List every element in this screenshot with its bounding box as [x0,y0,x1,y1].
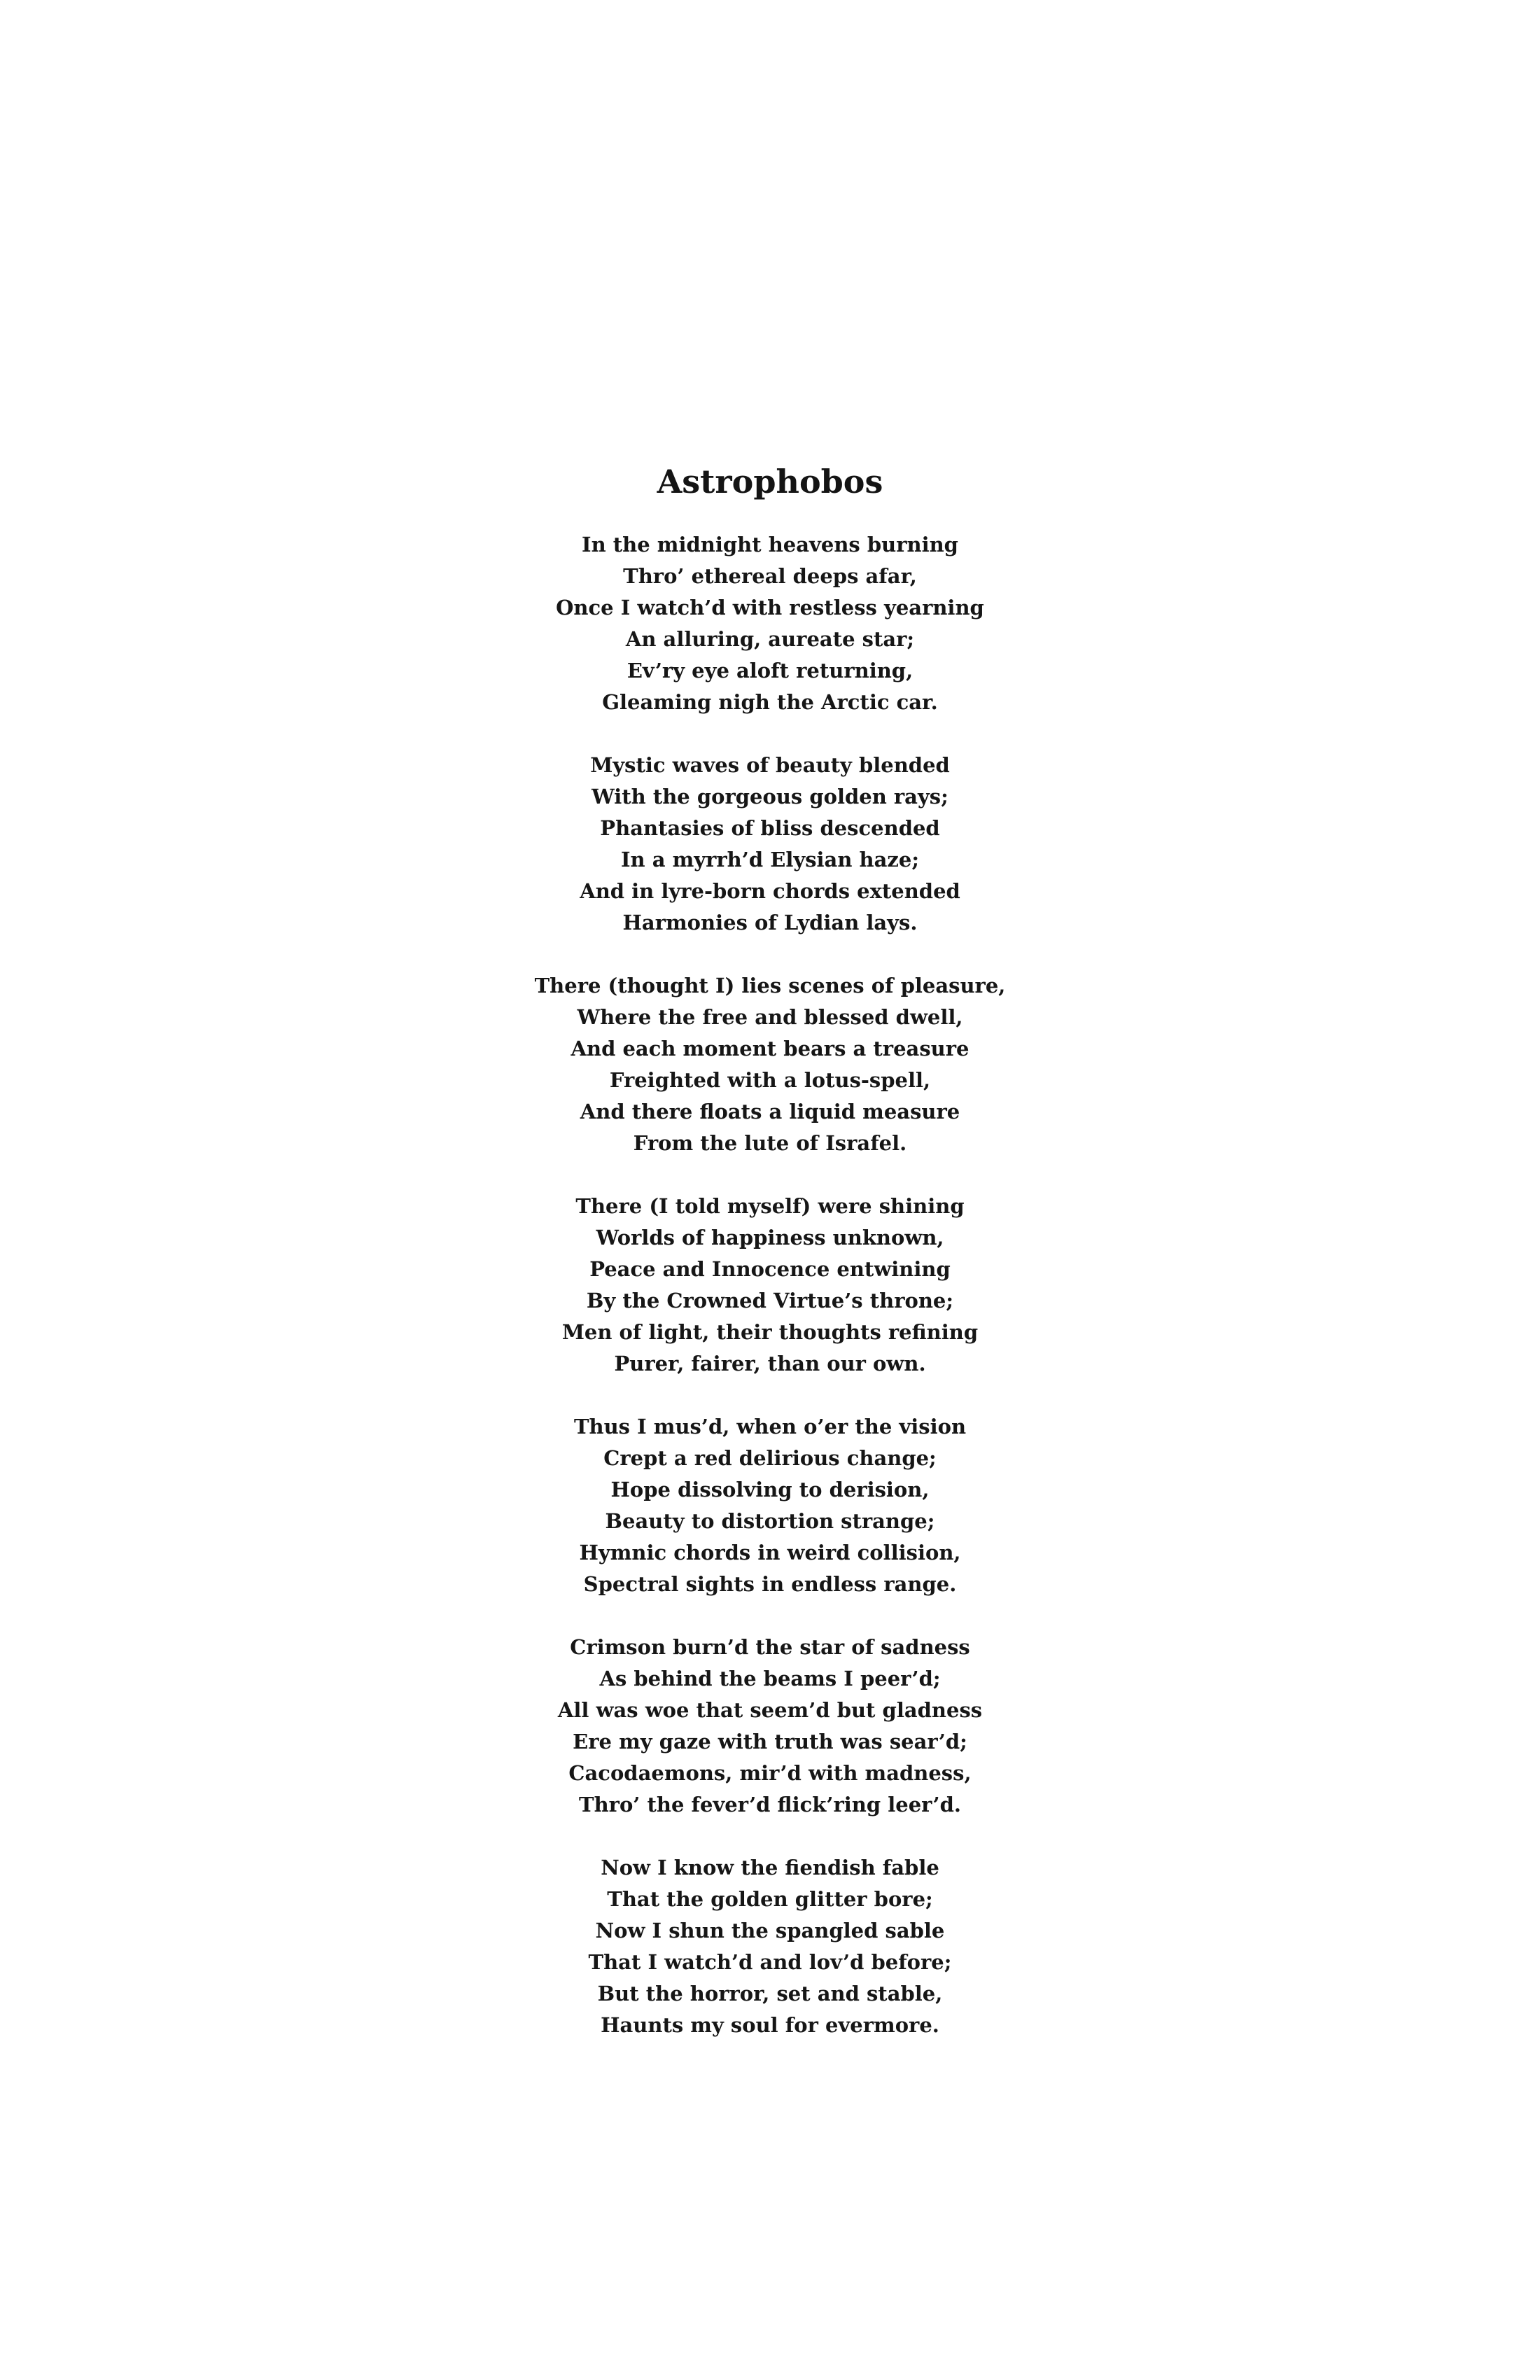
poem-line: Mystic waves of beauty blended [590,753,950,777]
poem-line: From the lute of Israfel. [633,1131,907,1155]
poem-title: Astrophobos [657,463,883,500]
stanza-2 [0,750,1540,939]
poem-line: Peace and Innocence entwining [589,1257,951,1281]
poem-line: Hymnic chords in weird collision, [579,1541,961,1564]
poem-line: In a myrrh’d Elysian haze; [620,848,920,872]
poem-line: Hope dissolving to derision, [610,1478,930,1502]
poem-line: An alluring, aureate star; [625,627,915,651]
poem-line: There (I told myself) were shining [575,1194,965,1218]
poem-line: Haunts my soul for evermore. [601,2013,939,2037]
poem-line: Thro’ ethereal deeps afar, [623,564,917,588]
poem-line: Harmonies of Lydian lays. [622,911,918,934]
stanza-3 [0,970,1540,1159]
poem-line: Gleaming nigh the Arctic car. [602,690,938,714]
poem-line: Cacodaemons, mir’d with madness, [568,1761,972,1785]
poem-line: In the midnight heavens burning [582,533,958,556]
stanza-7 [0,1852,1540,2041]
poem-line: Spectral sights in endless range. [583,1572,957,1596]
poem-line: And there floats a liquid measure [580,1100,960,1124]
poem-line: Freighted with a lotus-spell, [609,1068,931,1092]
poem-line: As behind the beams I peer’d; [599,1667,941,1690]
stanza-5 [0,1411,1540,1600]
poem-line: Now I shun the spangled sable [595,1919,945,1942]
poem-line: That I watch’d and lov’d before; [588,1950,952,1974]
poem-line: Beauty to distortion strange; [605,1509,935,1533]
poem-line: And each moment bears a treasure [570,1037,969,1060]
poem-line: Ev’ry eye aloft returning, [626,659,913,682]
poem-line: There (thought I) lies scenes of pleasure, [534,974,1006,997]
poem-line: Where the free and blessed dwell, [577,1005,963,1029]
poem-line: Crept a red delirious change; [603,1446,937,1470]
stanza-4 [0,1191,1540,1380]
poem-line: Thus I mus’d, when o’er the vision [573,1415,967,1438]
poem-line: Men of light, their thoughts refining [561,1320,979,1344]
poem-line: Purer, fairer, than our own. [614,1352,926,1376]
poem-line: Thro’ the fever’d flick’ring leer’d. [579,1793,961,1816]
poem-line: But the horror, set and stable, [597,1982,943,2005]
poem-body [0,529,1540,2073]
poem-line: Now I know the fiendish fable [601,1856,939,1879]
poem-line: Once I watch’d with restless yearning [556,596,984,620]
stanza-6 [0,1632,1540,1821]
poem-line: And in lyre-born chords extended [580,879,960,903]
poem-line: With the gorgeous golden rays; [592,785,948,808]
poem-line: By the Crowned Virtue’s throne; [586,1289,954,1312]
poem-line: All was woe that seem’d but gladness [557,1698,983,1722]
poem-line: Crimson burn’d the star of sadness [570,1635,970,1659]
poem-line: Ere my gaze with truth was sear’d; [573,1730,967,1754]
stanza-1 [0,529,1540,718]
poem-line: Worlds of happiness unknown, [596,1226,944,1250]
poem-line: That the golden glitter bore; [607,1887,933,1911]
poem-line: Phantasies of bliss descended [600,816,940,840]
